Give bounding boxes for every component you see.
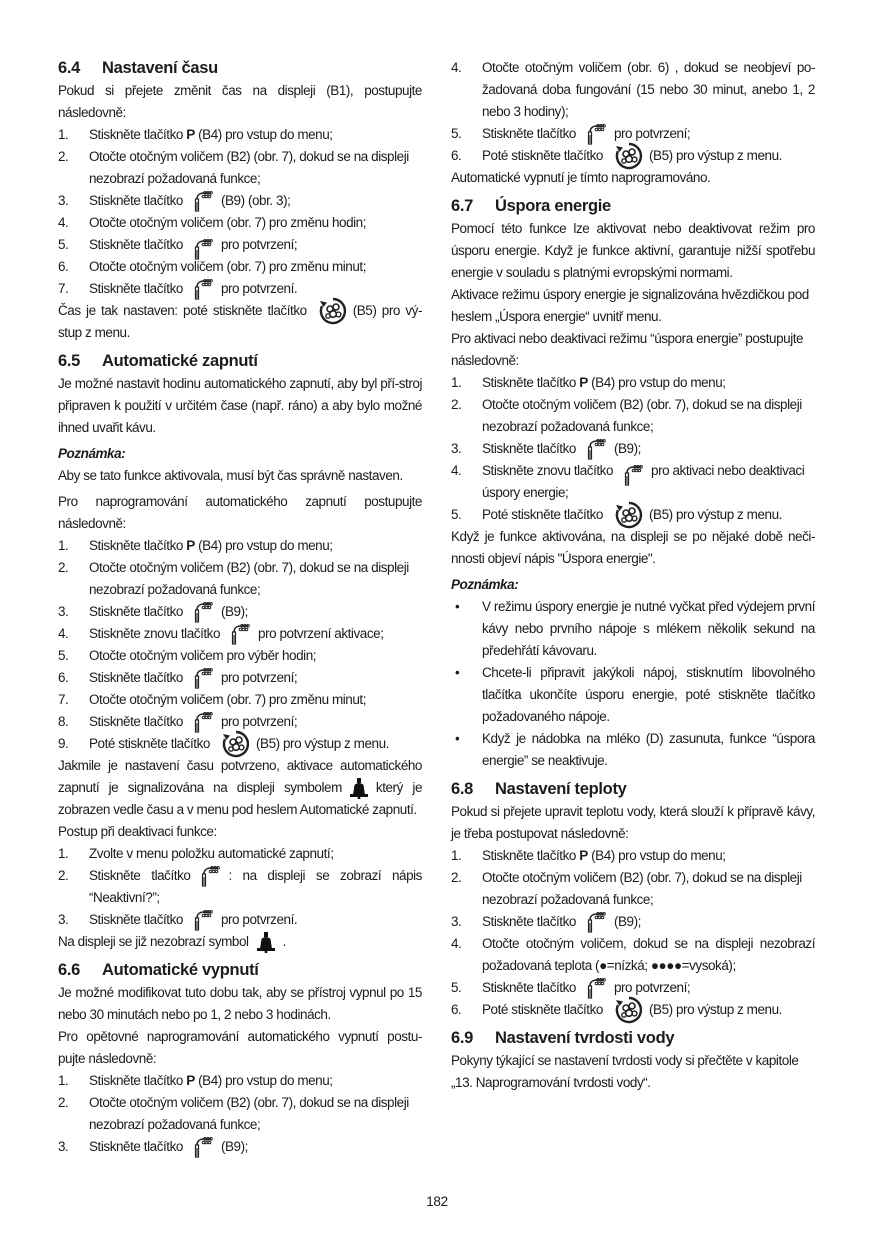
- note-text: Aby se tato funkce aktivovala, musí být čas správně nastaven.: [58, 468, 403, 483]
- section-6-6-intro: Je možné modifikovat tuto dobu tak, aby se přístroj vypnul po 15 nebo 30 minutách nebo po 1, 2 nebo 3 hodinách.: [58, 985, 422, 1022]
- bullet-dot: •: [455, 731, 460, 746]
- steam-button-icon: [586, 123, 608, 145]
- note-label: Poznámka:: [58, 446, 126, 461]
- list-item: 2. Otočte otočným voličem (B2) (obr. 7), dokud se na displeji nezobrazí požadovaná funkce;: [58, 560, 409, 597]
- programming-intro: Pro opětovné naprogramování automatického vypnutí postu-pujte následovně:: [58, 1029, 422, 1066]
- auto-start-signal-text: Jakmile je nastavení času potvrzeno, aktivace automatického zapnutí je signalizována na displeji symbolem který je zobrazen vedle času a v menu pod heslem Automatické zapnutí.: [58, 758, 422, 817]
- list-item: 5. Otočte otočným voličem pro výběr hodin;: [58, 648, 317, 663]
- cleaning-button-icon: [615, 142, 643, 170]
- list-item: 2. Otočte otočným voličem (B2) (obr. 7), dokud se na displeji nezobrazí požadovaná funkce;: [58, 1095, 409, 1132]
- list-item: 4. Otočte otočným voličem (obr. 7) pro změnu hodin;: [58, 215, 367, 230]
- list-item: 1. Stiskněte tlačítko P (B4) pro vstup do menu;: [451, 848, 726, 863]
- list-item: 6. Poté stiskněte tlačítko (B5) pro výstup z menu.: [451, 145, 815, 167]
- list-item: 5. Stiskněte tlačítko pro potvrzení;: [58, 234, 422, 256]
- deactivation-intro: Postup při deaktivaci funkce:: [58, 824, 217, 839]
- list-item: 2. Otočte otočným voličem (B2) (obr. 7), dokud se na displeji nezobrazí požadovaná funkce;: [451, 397, 802, 434]
- steam-button-icon: [193, 909, 215, 931]
- section-heading-6-5: 6.5 Automatické zapnutí: [58, 352, 258, 370]
- list-item: 1. Zvolte v menu položku automatické zapnutí;: [58, 846, 334, 861]
- section-6-7-intro: Pomocí této funkce lze aktivovat nebo deaktivovat režim pro úsporu energie. Když je funkce aktivní, garantuje nižší spotřebu energie v souladu s platnými evropskými normami.: [451, 221, 815, 280]
- section-heading-6-8: 6.8 Nastavení teploty: [451, 780, 627, 798]
- list-item: 1. Stiskněte tlačítko P (B4) pro vstup do menu;: [58, 538, 333, 553]
- list-item: 2. Otočte otočným voličem (B2) (obr. 7), dokud se na displeji nezobrazí požadovaná funkce;: [58, 149, 409, 186]
- list-item: 5. Stiskněte tlačítko pro potvrzení;: [451, 123, 815, 145]
- energy-saving-after: Když je funkce aktivována, na displeji se po nějaké době neči-nnosti objeví nápis "Úspora energie".: [451, 529, 815, 566]
- section-6-4-outro: Čas je tak nastaven: poté stiskněte tlačítko (B5) pro vý-stup z menu.: [58, 300, 422, 344]
- bullet-dot: •: [455, 599, 460, 614]
- list-item: 3. Stiskněte tlačítko pro potvrzení.: [58, 909, 422, 931]
- section-heading-6-4: 6.4 Nastavení času: [58, 59, 218, 77]
- list-item: 1. Stiskněte tlačítko P (B4) pro vstup do menu;: [58, 127, 333, 142]
- programming-intro: Pro naprogramování automatického zapnutí postupujte následovně:: [58, 494, 422, 531]
- section-heading-6-9: 6.9 Nastavení tvrdosti vody: [451, 1029, 675, 1047]
- steam-button-icon: [193, 1136, 215, 1158]
- cleaning-button-icon: [615, 996, 643, 1024]
- left-column: [58, 57, 422, 1158]
- page-number: 182: [426, 1194, 448, 1209]
- bell-icon: [348, 777, 370, 799]
- list-item: 2. Stiskněte tlačítko : na displeji se zobrazí nápis “Neaktivní?”;: [58, 865, 422, 909]
- list-item: 3. Stiskněte tlačítko (B9) (obr. 3);: [58, 190, 422, 212]
- steam-button-icon: [193, 190, 215, 212]
- cleaning-button-icon: [319, 297, 347, 325]
- section-6-4-intro: Pokud si přejete změnit čas na displeji (B1), postupujte následovně:: [58, 83, 422, 120]
- steam-button-icon: [193, 667, 215, 689]
- cleaning-button-icon: [615, 501, 643, 529]
- list-item: 5. Stiskněte tlačítko pro potvrzení;: [451, 977, 815, 999]
- list-item: 2. Otočte otočným voličem (B2) (obr. 7), dokud se na displeji nezobrazí požadovaná funkce;: [451, 870, 802, 907]
- list-item: 7. Otočte otočným voličem (obr. 7) pro změnu minut;: [58, 692, 367, 707]
- bullet-item: • Chcete-li připravit jakýkoli nápoj, stisknutím libovolného tlačítka ukončíte úsporu energie, poté stiskněte tlačítko požadovaného nápoje.: [451, 662, 815, 728]
- steam-button-icon: [586, 911, 608, 933]
- steam-button-icon: [193, 601, 215, 623]
- list-item: 6. Otočte otočným voličem (obr. 7) pro změnu minut;: [58, 259, 367, 274]
- section-6-9-text: Pokyny týkající se nastavení tvrdosti vody si přečtěte v kapitole „13. Naprogramování tvrdosti vody“.: [451, 1053, 799, 1090]
- right-column: [451, 57, 815, 1094]
- section-heading-6-6: 6.6 Automatické vypnutí: [58, 961, 259, 979]
- list-item: 1. Stiskněte tlačítko P (B4) pro vstup do menu;: [58, 1073, 333, 1088]
- bullet-item: • V režimu úspory energie je nutné vyčkat před výdejem první kávy nebo prvního nápoje s mlékem několik sekund na předehřátí kávovaru.: [451, 596, 815, 662]
- section-6-5-intro: Je možné nastavit hodinu automatického zapnutí, aby byl pří-stroj připraven k použití v určitém čase (např. ráno) a aby bylo možné ihned uvařit kávu.: [58, 376, 422, 435]
- section-6-6-outro: Automatické vypnutí je tímto naprogramováno.: [451, 170, 711, 185]
- section-6-8-intro: Pokud si přejete upravit teplotu vody, která slouží k přípravě kávy, je třeba postupovat následovně:: [451, 804, 815, 841]
- bell-icon: [255, 931, 277, 953]
- cleaning-button-icon: [222, 730, 250, 758]
- section-heading-6-7: 6.7 Úspora energie: [451, 197, 611, 215]
- bullet-dot: •: [455, 665, 460, 680]
- list-item: 3. Stiskněte tlačítko (B9);: [451, 438, 815, 460]
- list-item: 3. Stiskněte tlačítko (B9);: [58, 1136, 422, 1158]
- list-item: 3. Stiskněte tlačítko (B9);: [451, 911, 815, 933]
- steam-button-icon: [200, 865, 222, 887]
- bullet-item: • Když je nádobka na mléko (D) zasunuta, funkce “úspora energie” se neaktivuje.: [451, 728, 815, 772]
- list-item: 4. Otočte otočným voličem, dokud se na displeji nezobrazí požadovaná teplota (●=nízká; ●●●●=vysoká);: [451, 936, 815, 973]
- list-item: 4. Otočte otočným voličem (obr. 6) , dokud se neobjeví po-žadovaná doba fungování (15 nebo 30 minut, anebo 1, 2 nebo 3 hodiny);: [451, 60, 815, 119]
- note-label: Poznámka:: [451, 577, 519, 592]
- steam-button-icon: [193, 278, 215, 300]
- list-item: 9. Poté stiskněte tlačítko (B5) pro výstup z menu.: [58, 733, 422, 755]
- steam-button-icon: [230, 623, 252, 645]
- energy-saving-signal: Aktivace režimu úspory energie je signalizována hvězdičkou pod heslem „Úspora energie“ uvnitř menu.: [451, 287, 809, 324]
- list-item: 6. Stiskněte tlačítko pro potvrzení;: [58, 667, 422, 689]
- programming-intro: Pro aktivaci nebo deaktivaci režimu “úspora energie” postupujte následovně:: [451, 331, 804, 368]
- steam-button-icon: [623, 464, 645, 486]
- list-item: 6. Poté stiskněte tlačítko (B5) pro výstup z menu.: [451, 999, 815, 1021]
- symbol-gone-text: Na displeji se již nezobrazí symbol .: [58, 931, 422, 953]
- list-item: 3. Stiskněte tlačítko (B9);: [58, 601, 422, 623]
- steam-button-icon: [586, 977, 608, 999]
- list-item: 4. Stiskněte znovu tlačítko pro aktivaci nebo deaktivaci úspory energie;: [451, 463, 805, 500]
- list-item: 1. Stiskněte tlačítko P (B4) pro vstup do menu;: [451, 375, 726, 390]
- steam-button-icon: [586, 438, 608, 460]
- list-item: 5. Poté stiskněte tlačítko (B5) pro výstup z menu.: [451, 504, 815, 526]
- list-item: 8. Stiskněte tlačítko pro potvrzení;: [58, 711, 422, 733]
- list-item: 7. Stiskněte tlačítko pro potvrzení.: [58, 278, 422, 300]
- list-item: 4. Stiskněte znovu tlačítko pro potvrzení aktivace;: [58, 623, 422, 645]
- steam-button-icon: [193, 711, 215, 733]
